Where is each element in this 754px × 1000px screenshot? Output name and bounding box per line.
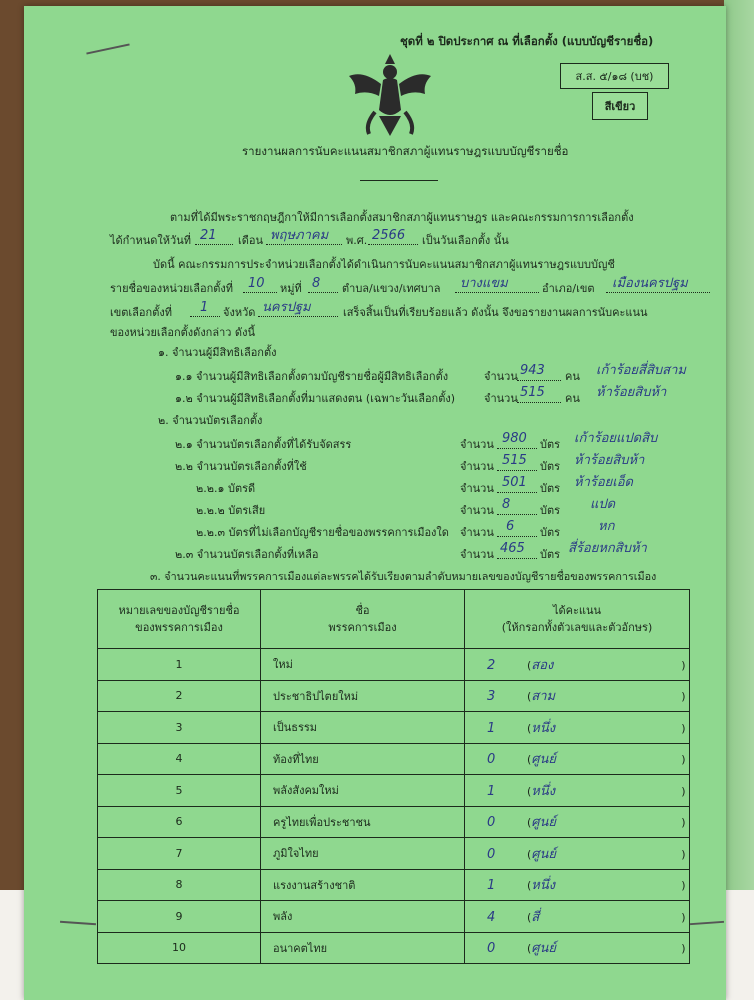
votes-words: หนึ่ง: [531, 720, 556, 736]
votes-words: สอง: [531, 657, 554, 673]
used-unit: บัตร: [540, 460, 561, 473]
bad-num-line: [497, 514, 537, 515]
turnout-amount-label: จำนวน: [484, 392, 518, 405]
remain-number: 465: [500, 541, 525, 556]
used-words: ห้าร้อยสิบห้า: [574, 453, 645, 468]
party-results-table: [97, 589, 690, 964]
allocated-unit: บัตร: [540, 438, 561, 451]
eligible-num-line: [517, 380, 561, 381]
col-party-header: [261, 590, 465, 649]
good-num-line: [497, 492, 537, 493]
adjacent-sheet: [724, 0, 754, 1000]
party-votes-cell: [465, 806, 690, 838]
day-line: [195, 244, 233, 245]
remain-num-line: [497, 558, 537, 559]
col-number-header: [98, 590, 261, 649]
novote-number: 6: [506, 519, 515, 534]
intro-line-6: ของหน่วยเลือกตั้งดังกล่าว ดังนี้: [110, 326, 255, 339]
paren-close: ): [681, 690, 686, 704]
turnout-num-line: [517, 402, 561, 403]
voters-heading: ๑. จำนวนผู้มีสิทธิเลือกตั้ง: [158, 346, 277, 359]
eligible-words: เก้าร้อยสี่สิบสาม: [596, 363, 686, 378]
votes-number: 0: [487, 752, 496, 768]
paren-open: (: [527, 816, 532, 830]
intro-line-2-d: เป็นวันเลือกตั้ง นั้น: [422, 234, 509, 247]
party-name: ใหม่: [261, 649, 465, 681]
used-number: 515: [502, 453, 527, 468]
novote-num-line: [497, 536, 537, 537]
votes-words: สาม: [531, 689, 556, 705]
report-title: รายงานผลการนับคะแนนสมาชิกสภาผู้แทนราษฎรแบบบัญชีรายชื่อ: [242, 144, 569, 158]
tambon-name: บางแขม: [460, 276, 508, 291]
paren-open: (: [527, 942, 532, 956]
bad-words: แปด: [590, 497, 616, 512]
votes-number: 0: [487, 941, 496, 957]
votes-number: 1: [487, 783, 496, 799]
party-number: 5: [98, 775, 261, 807]
bad-label: ๒.๒.๒ บัตรเสีย: [196, 504, 266, 517]
tambon-line: [455, 292, 539, 293]
remain-amount-label: จำนวน: [460, 548, 494, 561]
province-line: [258, 316, 338, 317]
votes-words: ศูนย์: [531, 752, 557, 768]
col-number-header-line1: หมายเลขของบัญชีรายชื่อ: [118, 604, 240, 617]
moo-line: [308, 292, 338, 293]
paren-open: (: [527, 753, 532, 767]
votes-number: 1: [487, 878, 496, 894]
votes-words: ศูนย์: [531, 815, 557, 831]
election-year: 2566: [372, 228, 406, 243]
votes-words: หนึ่ง: [531, 783, 556, 799]
votes-words: หนึ่ง: [531, 878, 556, 894]
paren-close: ): [681, 847, 686, 861]
remain-words: สี่ร้อยหกสิบห้า: [568, 541, 647, 556]
party-number: 3: [98, 712, 261, 744]
table-row: [98, 932, 690, 964]
party-number: 4: [98, 743, 261, 775]
col-votes-header-line1: ได้คะแนน: [552, 604, 602, 617]
party-number: 2: [98, 680, 261, 712]
election-month: พฤษภาคม: [270, 228, 329, 243]
paren-close: ): [681, 721, 686, 735]
intro-line-4-a: รายชื่อของหน่วยเลือกตั้งที่: [110, 282, 234, 295]
turnout-number: 515: [520, 385, 545, 400]
intro-line-2-b: เดือน: [238, 234, 264, 247]
paren-close: ): [681, 753, 686, 767]
party-name: ครูไทยเพื่อประชาชน: [261, 806, 465, 838]
eligible-unit: คน: [565, 370, 580, 383]
good-label: ๒.๒.๑ บัตรดี: [196, 482, 256, 495]
party-number: 6: [98, 806, 261, 838]
paren-close: ): [681, 910, 686, 924]
intro-line-5-c: เสร็จสิ้นเป็นที่เรียบร้อยแล้ว ดังนั้น จึงขอรายงานผลการนับคะแนน: [343, 306, 648, 319]
col-party-header-line1: ชื่อ: [355, 604, 370, 617]
election-day: 21: [200, 228, 217, 243]
votes-number: 3: [487, 689, 496, 705]
amphoe-line: [606, 292, 710, 293]
paren-close: ): [681, 816, 686, 830]
district-number: 1: [200, 300, 209, 315]
table-row: [98, 838, 690, 870]
votes-words: ศูนย์: [531, 941, 557, 957]
paren-open: (: [527, 784, 532, 798]
party-name: อนาคตไทย: [261, 932, 465, 964]
table-row: [98, 680, 690, 712]
month-line: [266, 244, 342, 245]
color-label: สีเขียว: [592, 92, 648, 120]
allocated-label: ๒.๑ จำนวนบัตรเลือกตั้งที่ได้รับจัดสรร: [175, 438, 352, 451]
party-name: ท้องที่ไทย: [261, 743, 465, 775]
party-votes-cell: [465, 838, 690, 870]
intro-line-2-c: พ.ศ.: [346, 234, 368, 247]
paren-open: (: [527, 910, 532, 924]
party-name: ภูมิใจไทย: [261, 838, 465, 870]
novote-label: ๒.๒.๓ บัตรที่ไม่เลือกบัญชีรายชื่อของพรรคการเมืองใด: [196, 526, 449, 539]
table-row: [98, 806, 690, 838]
votes-number: 0: [487, 815, 496, 831]
paren-close: ): [681, 784, 686, 798]
allocated-amount-label: จำนวน: [460, 438, 494, 451]
votes-number: 2: [487, 657, 496, 673]
eligible-number: 943: [520, 363, 545, 378]
eligible-label: ๑.๑ จำนวนผู้มีสิทธิเลือกตั้งตามบัญชีรายชื่อผู้มีสิทธิเลือกตั้ง: [175, 370, 449, 383]
party-name: เป็นธรรม: [261, 712, 465, 744]
party-name: แรงงานสร้างชาติ: [261, 869, 465, 901]
col-votes-header-line2: (ให้กรอกทั้งตัวเลขและตัวอักษร): [501, 621, 653, 634]
col-party-header-line2: พรรคการเมือง: [328, 621, 397, 634]
paren-close: ): [681, 879, 686, 893]
party-name: พลัง: [261, 901, 465, 933]
party-number: 1: [98, 649, 261, 681]
turnout-words: ห้าร้อยสิบห้า: [596, 385, 667, 400]
title-underline: [360, 180, 438, 181]
paren-close: ): [681, 658, 686, 672]
table-row: [98, 775, 690, 807]
table-row: [98, 743, 690, 775]
good-unit: บัตร: [540, 482, 561, 495]
remain-label: ๒.๓ จำนวนบัตรเลือกตั้งที่เหลือ: [175, 548, 319, 561]
intro-line-4-c: ตำบล/แขวง/เทศบาล: [342, 282, 441, 295]
table-row: [98, 901, 690, 933]
good-number: 501: [502, 475, 527, 490]
party-name: พลังสังคมใหม่: [261, 775, 465, 807]
set-title: ชุดที่ ๒ ปิดประกาศ ณ ที่เลือกตั้ง (แบบบัญชีรายชื่อ): [400, 34, 654, 48]
bad-number: 8: [502, 497, 511, 512]
allocated-num-line: [497, 448, 537, 449]
party-votes-cell: [465, 932, 690, 964]
paren-open: (: [527, 847, 532, 861]
intro-line-5-b: จังหวัด: [223, 306, 256, 319]
paren-close: ): [681, 942, 686, 956]
turnout-unit: คน: [565, 392, 580, 405]
turnout-label: ๑.๒ จำนวนผู้มีสิทธิเลือกตั้งที่มาแสดงตน (เฉพาะวันเลือกตั้ง): [175, 392, 456, 405]
party-votes-cell: [465, 680, 690, 712]
col-number-header-line2: ของพรรคการเมือง: [135, 621, 223, 634]
good-words: ห้าร้อยเอ็ด: [574, 475, 633, 490]
party-number: 7: [98, 838, 261, 870]
party-number: 8: [98, 869, 261, 901]
ballots-heading: ๒. จำนวนบัตรเลือกตั้ง: [158, 414, 263, 427]
votes-number: 1: [487, 720, 496, 736]
year-line: [368, 244, 418, 245]
party-votes-cell: [465, 869, 690, 901]
votes-words: สี่: [531, 909, 540, 925]
amphoe-name: เมืองนครปฐม: [612, 276, 688, 291]
intro-line-4-b: หมู่ที่: [280, 282, 302, 295]
good-amount-label: จำนวน: [460, 482, 494, 495]
intro-line-1: ตามที่ได้มีพระราชกฤษฎีกาให้มีการเลือกตั้งสมาชิกสภาผู้แทนราษฎร และคณะกรรมการการเลือกตั้ง: [170, 211, 634, 224]
votes-number: 4: [487, 909, 496, 925]
novote-amount-label: จำนวน: [460, 526, 494, 539]
party-votes-cell: [465, 712, 690, 744]
section3-heading: ๓. จำนวนคะแนนที่พรรคการเมืองแต่ละพรรคได้รับเรียงตามลำดับหมายเลขของบัญชีรายชื่อของพรรคการเมือง: [150, 570, 657, 583]
allocated-words: เก้าร้อยแปดสิบ: [574, 431, 658, 446]
intro-line-3: บัดนี้ คณะกรรมการประจำหน่วยเลือกตั้งได้ดำเนินการนับคะแนนสมาชิกสภาผู้แทนราษฎรแบบบัญชี: [153, 258, 615, 271]
form-code: ส.ส. ๕/๑๘ (บช): [560, 63, 669, 89]
votes-number: 0: [487, 846, 496, 862]
party-number: 10: [98, 932, 261, 964]
paren-open: (: [527, 690, 532, 704]
bad-amount-label: จำนวน: [460, 504, 494, 517]
novote-unit: บัตร: [540, 526, 561, 539]
remain-unit: บัตร: [540, 548, 561, 561]
allocated-number: 980: [502, 431, 527, 446]
party-votes-cell: [465, 775, 690, 807]
votes-words: ศูนย์: [531, 846, 557, 862]
moo-number: 8: [312, 276, 321, 291]
eligible-amount-label: จำนวน: [484, 370, 518, 383]
intro-line-2-a: ได้กำหนดให้วันที่: [110, 234, 191, 247]
paren-open: (: [527, 879, 532, 893]
party-votes-cell: [465, 649, 690, 681]
intro-line-5-a: เขตเลือกตั้งที่: [110, 306, 172, 319]
garuda-emblem-icon: [345, 50, 435, 138]
party-name: ประชาธิปไตยใหม่: [261, 680, 465, 712]
party-votes-cell: [465, 743, 690, 775]
used-amount-label: จำนวน: [460, 460, 494, 473]
unit-number: 10: [248, 276, 265, 291]
novote-words: หก: [598, 519, 615, 534]
intro-line-4-d: อำเภอ/เขต: [542, 282, 595, 295]
paren-open: (: [527, 721, 532, 735]
province-name: นครปฐม: [262, 300, 311, 315]
used-num-line: [497, 470, 537, 471]
table-row: [98, 649, 690, 681]
paren-open: (: [527, 658, 532, 672]
unit-line: [243, 292, 277, 293]
table-row: [98, 712, 690, 744]
bad-unit: บัตร: [540, 504, 561, 517]
district-line: [190, 316, 220, 317]
party-votes-cell: [465, 901, 690, 933]
table-row: [98, 869, 690, 901]
party-number: 9: [98, 901, 261, 933]
used-label: ๒.๒ จำนวนบัตรเลือกตั้งที่ใช้: [175, 460, 307, 473]
table-header-row: [98, 590, 690, 649]
col-votes-header: [465, 590, 690, 649]
